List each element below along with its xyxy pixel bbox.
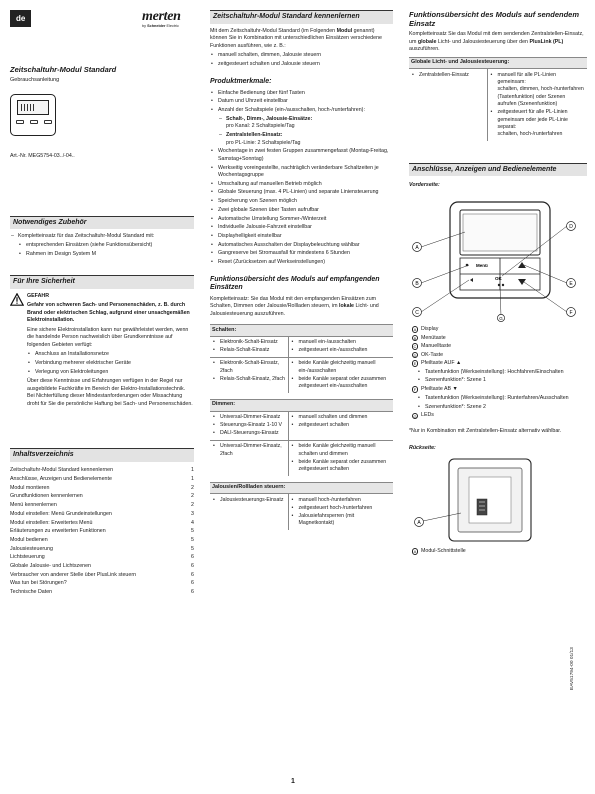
ok-button-label: OK (495, 276, 502, 281)
warning-triangle-icon (10, 293, 27, 411)
safety-paragraph: Über diese Kenntnisse und Erfahrungen verfügen in der Regel nur ausgebildete Fachkräfte im Bereich der Elektro-Installationstechnik. Bei Nichterfüllung dieser Mindestanforderungen oder Missachtung droht für Sie die persönliche Haftung bei Sach- und Personenschäden. (27, 378, 193, 407)
list-item: • Tastenfunktion (Werkseinstellung): Hochfahren/Einschalten (409, 369, 587, 377)
menu-button-label: Menü (476, 263, 488, 268)
list-item: • Steuerungs-Einsatz 1-10 V (212, 422, 286, 429)
toc-entry: Grundfunktionen kennenlernen (10, 493, 83, 500)
toc-entry: Verbraucher von anderer Stelle über PlusLink steuern (10, 571, 137, 578)
section-header-produktmerkmale: Produktmerkmale: (210, 78, 272, 86)
intro-paragraph: Mit dem Zeitschaltuhr-Modul Standard (im Folgenden Modul genannt) können Sie in Kombination mit unterschiedlichen Einsätzen verschiedene Funktionen ausführen, wie z. B.: (210, 27, 382, 49)
list-item: • manuell für alle PL-Linien gemeinsam: schalten, dimmen, hoch-/runterfahren (Tastenfunktion) oder Szenen aufrufen (Szenenfunktion) (490, 72, 586, 109)
list-item: • beide Kanäle separat oder zusammen zeitgesteuert schalten (291, 459, 392, 474)
callout-e: E (569, 281, 573, 287)
toc-row[interactable] (10, 545, 194, 554)
list-item: • Einfache Bedienung über fünf Tasten (210, 90, 393, 98)
list-item: • zeitgesteuert ein-/ausschalten (291, 347, 392, 354)
table-header: Schalten: (210, 324, 393, 336)
list-item: • Individuelle Jalousie-Fahrzeit einstellbar (210, 224, 393, 232)
toc-row[interactable] (10, 467, 194, 476)
receiver-table (210, 411, 393, 476)
table-row (210, 494, 393, 530)
device-thumbnail (10, 94, 56, 136)
list-item: – Zentralstellen-Einsatz: pro PL-Linie: 2 Schaltspiele/Tag (210, 132, 393, 147)
toc-entry: Modul einstellen: Erweitertes Menü (10, 519, 93, 526)
toc-row[interactable] (10, 554, 194, 563)
toc-page: 6 (191, 563, 194, 570)
danger-notice (10, 293, 194, 411)
list-item: • manuell schalten, dimmen, Jalousie steuern (210, 52, 393, 60)
list-item: • Automatisches Ausschalten der Displaybeleuchtung wählbar (210, 242, 393, 250)
back-legend (409, 548, 587, 556)
footnote: *Nur in Kombination mit Zentralstellen-Einsatz alternativ wählbar. (409, 427, 562, 434)
toc-page: 6 (191, 589, 194, 596)
list-item: • Szenenfunktion*: Szene 1 (409, 377, 587, 385)
toc-entry: Lichtsteuerung (10, 554, 45, 561)
toc-entry: Anschlüsse, Anzeigen und Bedienelemente (10, 475, 112, 482)
features-list (210, 90, 393, 147)
toc-page: 1 (191, 467, 194, 474)
toc-page: 1 (191, 475, 194, 482)
brand-logo (142, 10, 194, 29)
list-item: • manuell ein-/ausschalten (291, 339, 392, 346)
device-button (16, 120, 24, 124)
danger-label: GEFAHR (27, 292, 50, 299)
list-item: • Globale Steuerung (max. 4 PL-Linien) und separate Liniensteuerung (210, 189, 393, 197)
toc-page: 6 (191, 571, 194, 578)
legend-row: D OK-Taste (413, 351, 444, 358)
intro-paragraph: Kompletteinsatz Sie das Modul mit dem sendenden Zentralstellen-Einsatz, um globale Licht- und Jalousiesteuerung über den PlusLink (PL) auszuführen. (409, 31, 584, 53)
table-row (210, 336, 393, 357)
list-item: • zeitgesteuert hoch-/runterfahren (291, 505, 392, 512)
sender-table (409, 68, 587, 141)
toc-row[interactable] (10, 493, 194, 502)
list-item: • manuell schalten und dimmen (291, 414, 392, 421)
list-item: • zeitgesteuert schalten und Jalousie steuern (210, 61, 393, 69)
toc-page: 2 (191, 493, 194, 500)
list-item: • beide Kanäle gleichzeitig manuell ein-/ausschalten (291, 360, 392, 375)
list-item: • Umschaltung auf manuellen Betrieb möglich (210, 181, 393, 189)
device-display (17, 100, 49, 115)
list-item: • Tastenfunktion (Werkseinstellung): Runterfahren/Ausschalten (409, 395, 587, 403)
callout-c: C (415, 310, 419, 316)
list-item: • Gangreserve bei Stromausfall für mindestens 6 Stunden (210, 250, 393, 258)
list-item: • zeitgesteuert schalten (291, 422, 392, 429)
list-item: • Universal-Dimmer-Einsatz, 2fach (212, 443, 286, 458)
list-item: • Elektronik-Schalt-Einsatz (212, 339, 286, 346)
list-item: • Anzahl der Schaltspiele (ein-/ausschalten, hoch-/runterfahren): (210, 107, 393, 115)
toc-row[interactable] (10, 510, 194, 519)
toc-entry: Jalousiesteuerung (10, 545, 53, 552)
callout-d: D (569, 224, 573, 230)
list-item: – Schalt-, Dimm-, Jalousie-Einsätze: pro Kanal: 2 Schaltspiele/Tag (210, 116, 393, 131)
product-title: Zeitschaltuhr-Modul Standard (10, 65, 117, 75)
toc-page: 5 (191, 536, 194, 543)
list-item: • Anschluss an Installationsnetze (27, 351, 194, 359)
callout-f: F (569, 310, 573, 316)
list-item: • Datum und Uhrzeit einstellbar (210, 98, 393, 106)
list-item: • Rahmen im Design System M (10, 251, 194, 259)
toc-entry: Menü kennenlernen (10, 502, 57, 509)
column-left (10, 10, 194, 597)
table-row (409, 69, 587, 141)
toc-page: 5 (191, 545, 194, 552)
module-interface (477, 499, 487, 515)
legend-row: B Menütaste (413, 334, 446, 341)
legend-row: E Pfeiltaste AUF ▲ (413, 360, 462, 367)
toc-page: 6 (191, 580, 194, 587)
section-header-inhalt: Inhaltsverzeichnis (10, 448, 194, 462)
legend-row: A Modul-Schnittstelle (413, 547, 466, 555)
table-header: Globale Licht- und Jalousiesteuerung: (409, 57, 587, 69)
toc-page: 5 (191, 528, 194, 535)
toc-entry: Zeitschaltuhr-Modul Standard kennenlernen (10, 467, 114, 474)
toc-row[interactable] (10, 519, 194, 528)
list-item: • Jalousiefahrsperren (mit Magnetkontakt) (291, 513, 392, 528)
legend-row: C Manuelltaste (413, 343, 452, 350)
table-header: Jalousien/Rollladen steuern: (210, 482, 393, 494)
features-list-more (210, 148, 393, 266)
brand-subline: by Schneider Electric (142, 24, 179, 28)
callout-b: B (415, 281, 419, 287)
intro-paragraph: Kompletteinsatz: Sie das Modul mit den empfangenden Einsätzen zum Schalten, Dimmen oder Jalousie/Rollladen steuern, im lokale Licht- und Jalousiesteuerung auszuführen. (210, 295, 379, 317)
list-item: • beide Kanäle separat oder zusammen zeitgesteuert ein-/ausschalten (291, 376, 392, 391)
toc-entry: Modul montieren (10, 484, 50, 491)
toc-row[interactable] (10, 536, 194, 545)
receiver-tables (210, 324, 393, 530)
legend-row: F Pfeiltaste AB ▼ (409, 386, 587, 394)
list-item: • zeitgesteuert für alle PL-Linien gemeinsam oder jede PL-Linie separat: schalten, hoch-/runterfahren (490, 109, 586, 139)
list-item: • Elektronik-Schalt-Einsatz, 2fach (212, 360, 286, 375)
front-view-diagram (409, 192, 587, 322)
toc-row[interactable] (10, 580, 194, 589)
callout-g: G (499, 316, 503, 321)
table-row (210, 411, 393, 440)
zubehoer-list (10, 233, 194, 258)
table-header: Dimmen: (210, 399, 393, 411)
toc-page: 6 (191, 554, 194, 561)
safety-paragraph: Eine sichere Elektroinstallation kann nur gewährleistet werden, wenn die handelnde Person nachweislich über Grundkenntnisse auf folgenden Gebieten verfügt: (27, 326, 189, 348)
list-item: • Speicherung von Szenen möglich (210, 198, 393, 206)
table-row (210, 440, 393, 475)
list-item: • Wochentage in zwei festen Gruppen zusammengefasst (Montag-Freitag, Samstag+Sonntag) (210, 148, 393, 163)
section-header-empfangende: Funktionsübersicht des Moduls auf empfangenden Einsätzen (210, 275, 380, 292)
front-legend (409, 326, 587, 435)
front-label: Vorderseite: (409, 182, 440, 189)
list-item: • DALI-Steuerungs-Einsatz (212, 430, 286, 437)
article-number: Art.-Nr. MEG5754-03../-04.. (10, 153, 75, 160)
language-badge: de (10, 10, 31, 27)
callout-a: A (415, 245, 419, 251)
receiver-table (210, 336, 393, 393)
device-button (44, 120, 52, 124)
list-item: • Relais-Schalt-Einsatz (212, 347, 286, 354)
toc-row[interactable] (10, 484, 194, 493)
toc-entry: Modul einstellen: Menü Grundeinstellungen (10, 510, 112, 517)
back-view-diagram (409, 455, 587, 547)
table-of-contents (10, 467, 194, 598)
toc-entry: Technische Daten (10, 589, 53, 596)
toc-row[interactable] (10, 528, 194, 537)
list-item: • Jalousiesteuerungs-Einsatz (212, 497, 286, 504)
device-button (30, 120, 38, 124)
toc-entry: Was tun bei Störungen? (10, 580, 67, 587)
table-row (210, 357, 393, 392)
list-item: • Werkseitig voreingestellte, nachträglich veränderbare Schaltzeiten je Wochentagsgruppe (210, 165, 393, 180)
toc-page: 4 (191, 519, 194, 526)
toc-entry: Modul bedienen (10, 536, 48, 543)
section-header-zubehoer: Notwendiges Zubehör (10, 216, 194, 230)
list-item: • Verbindung mehrerer elektrischer Geräte (27, 360, 194, 368)
list-item: • Displayhelligkeit einstellbar (210, 233, 393, 241)
legend-row: G LEDs (413, 412, 434, 419)
document-id: EAV51794-00 01/13 (570, 647, 575, 690)
toc-page: 3 (191, 510, 194, 517)
list-item: • Verlegung von Elektroleitungen (27, 369, 194, 377)
safety-list (27, 351, 194, 376)
column-middle (210, 10, 393, 530)
list-item: • manuell hoch-/runterfahren (291, 497, 392, 504)
danger-text: Gefahr von schweren Sach- und Personenschäden, z. B. durch Brand oder elektrischen Schlag, aufgrund einer unsachgemäßen Elektroinstallation. (27, 302, 190, 324)
function-list (210, 52, 393, 68)
legend-row: A Display (413, 326, 439, 333)
toc-page: 2 (191, 502, 194, 509)
list-item: • Zwei globale Szenen über Tasten aufrufbar (210, 207, 393, 215)
toc-row[interactable] (10, 562, 194, 571)
list-item: • Reset (Zurücksetzen auf Werkseinstellungen) (210, 259, 393, 267)
toc-page: 2 (191, 484, 194, 491)
section-header-anschluesse: Anschlüsse, Anzeigen und Bedienelemente (409, 163, 587, 177)
product-subtitle: Gebrauchsanleitung (10, 77, 60, 84)
callout-back-a: A (417, 519, 421, 526)
list-item: • Automatische Umstellung Sommer-/Winterzeit (210, 216, 393, 224)
page-number: 1 (291, 778, 295, 785)
list-item: • Szenenfunktion*: Szene 2 (409, 404, 587, 412)
list-item: • beide Kanäle gleichzeitig manuell schalten und dimmen (291, 443, 392, 458)
list-item: • Universal-Dimmer-Einsatz (212, 414, 286, 421)
section-header-kennenlernen: Zeitschaltuhr-Modul Standard kennenlernen (210, 10, 393, 24)
section-header-sicherheit: Für Ihre Sicherheit (10, 275, 194, 289)
receiver-table (210, 493, 393, 530)
list-item: • entsprechenden Einsätzen (siehe Funktionsübersicht) (10, 242, 194, 250)
list-item: – Kompletteinsatz für das Zeitschaltuhr-Modul Standard mit: (10, 233, 194, 241)
toc-row[interactable] (10, 589, 194, 598)
toc-row[interactable] (10, 502, 194, 511)
toc-row[interactable] (10, 475, 194, 484)
brand-name: merten (142, 9, 181, 24)
back-label: Rückseite: (409, 445, 436, 452)
toc-entry: Globale Jalousie- und Lichtszenen (10, 563, 91, 570)
column-right (409, 10, 587, 556)
section-header-sendende: Funktionsübersicht des Moduls auf sendendem Einsatz (409, 10, 580, 28)
toc-row[interactable] (10, 571, 194, 580)
list-item: • Zentralstellen-Einsatz (411, 72, 485, 79)
toc-entry: Erläuterungen zu erweiterten Funktionen (10, 528, 106, 535)
list-item: • Relais-Schalt-Einsatz, 2fach (212, 376, 286, 383)
